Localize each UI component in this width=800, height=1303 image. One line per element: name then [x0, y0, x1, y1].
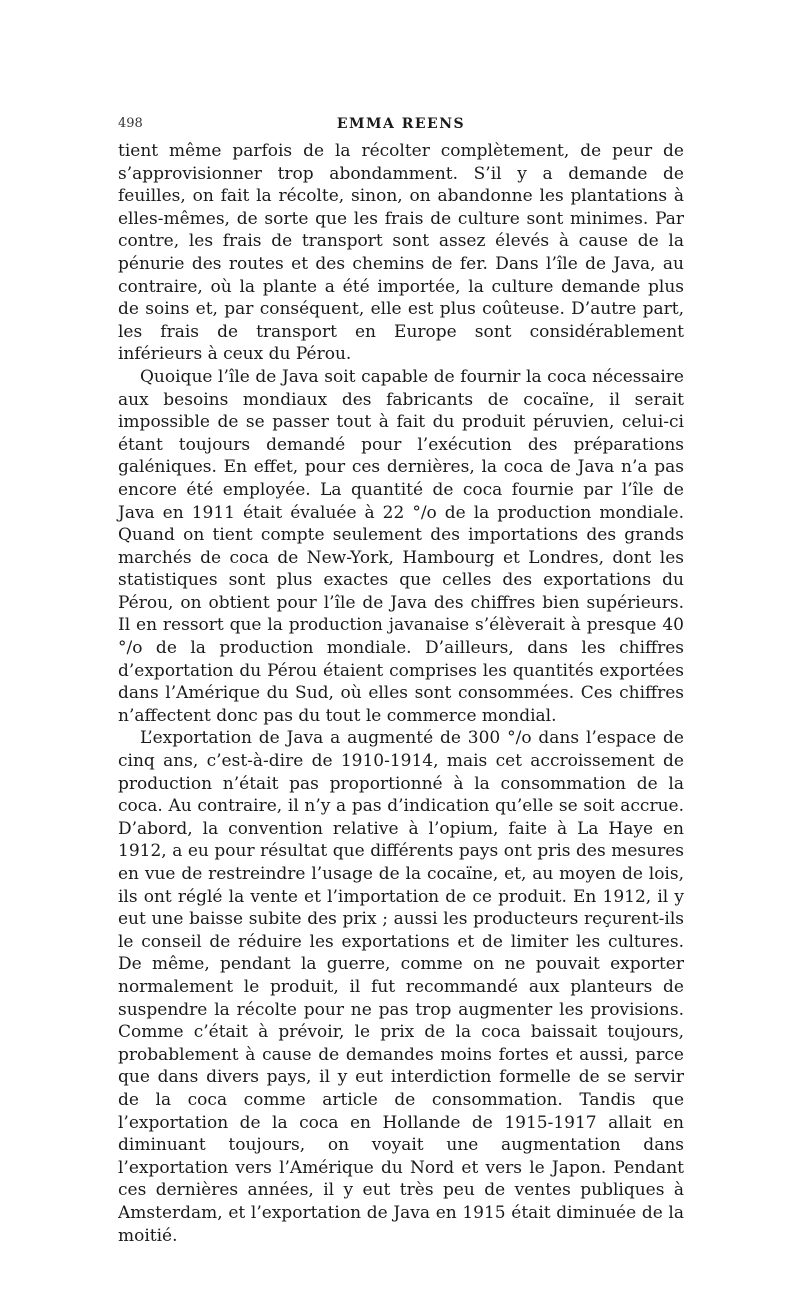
- page-header: [118, 116, 684, 138]
- body-text: [118, 140, 684, 1247]
- running-head: EMMA REENS: [336, 116, 466, 132]
- page-number: 498: [118, 116, 143, 131]
- paragraph-1: tient même parfois de la récolter complètement, de peur de s’approvisionner trop abondamment. S’il y a demande de feuilles, on fait la récolte, sinon, on abandonne les plantations à elles-mêmes, de sorte que les frais de culture sont minimes. Par contre, les frais de transport sont assez élevés à cause de la pénurie des routes et des chemins de fer. Dans l’île de Java, au contraire, où la plante a été importée, la culture demande plus de soins et, par conséquent, elle est plus coûteuse. D’autre part, les frais de transport en Europe sont considérablement inférieurs à ceux du Pérou.: [118, 141, 684, 365]
- paragraph-3: L’exportation de Java a augmenté de 300 °/o dans l’espace de cinq ans, c’est-à-dire de 1910-1914, mais cet accroissement de production n’était pas proportionné à la consommation de la coca. Au contraire, il n’y a pas d’indication qu’elle se soit accrue. D’abord, la convention relative à l’opium, faite à La Haye en 1912, a eu pour résultat que différents pays ont pris des mesures en vue de restreindre l’usage de la cocaïne, et, au moyen de lois, ils ont réglé la vente et l’importation de ce produit. En 1912, il y eut une baisse subite des prix ; aussi les producteurs reçurent-ils le conseil de réduire les exportations et de limiter les cultures. De même, pendant la guerre, comme on ne pouvait exporter normalement le produit, il fut recommandé aux planteurs de suspendre la récolte pour ne pas trop augmenter les provisions. Comme c’était à prévoir, le prix de la coca baissait toujours, probablement à cause de demandes moins fortes et aussi, parce que dans divers pays, il y eut interdiction formelle de se servir de la coca comme article de consommation. Tandis que l’exportation de la coca en Hollande de 1915-1917 allait en diminuant toujours, on voyait une augmentation dans l’exportation vers l’Amérique du Nord et vers le Japon. Pendant ces dernières années, il y eut très peu de ventes publiques à Amsterdam, et l’exportation de Java en 1915 était diminuée de la moitié.: [118, 728, 684, 1246]
- paragraph-2: Quoique l’île de Java soit capable de fournir la coca nécessaire aux besoins mondiaux des fabricants de cocaïne, il serait impossible de se passer tout à fait du produit péruvien, celui-ci étant toujours demandé pour l’exécution des préparations galéniques. En effet, pour ces dernières, la coca de Java n’a pas encore été employée. La quantité de coca fournie par l’île de Java en 1911 était évaluée à 22 °/o de la production mondiale. Quand on tient compte seulement des importations des grands marchés de coca de New-York, Hambourg et Londres, dont les statistiques sont plus exactes que celles des exportations du Pérou, on obtient pour l’île de Java des chiffres bien supérieurs. Il en ressort que la production javanaise s’élèverait à presque 40 °/o de la production mondiale. D’ailleurs, dans les chiffres d’exportation du Pérou étaient comprises les quantités exportées dans l’Amérique du Sud, où elles sont consommées. Ces chiffres n’affectent donc pas du tout le commerce mondial.: [118, 366, 684, 726]
